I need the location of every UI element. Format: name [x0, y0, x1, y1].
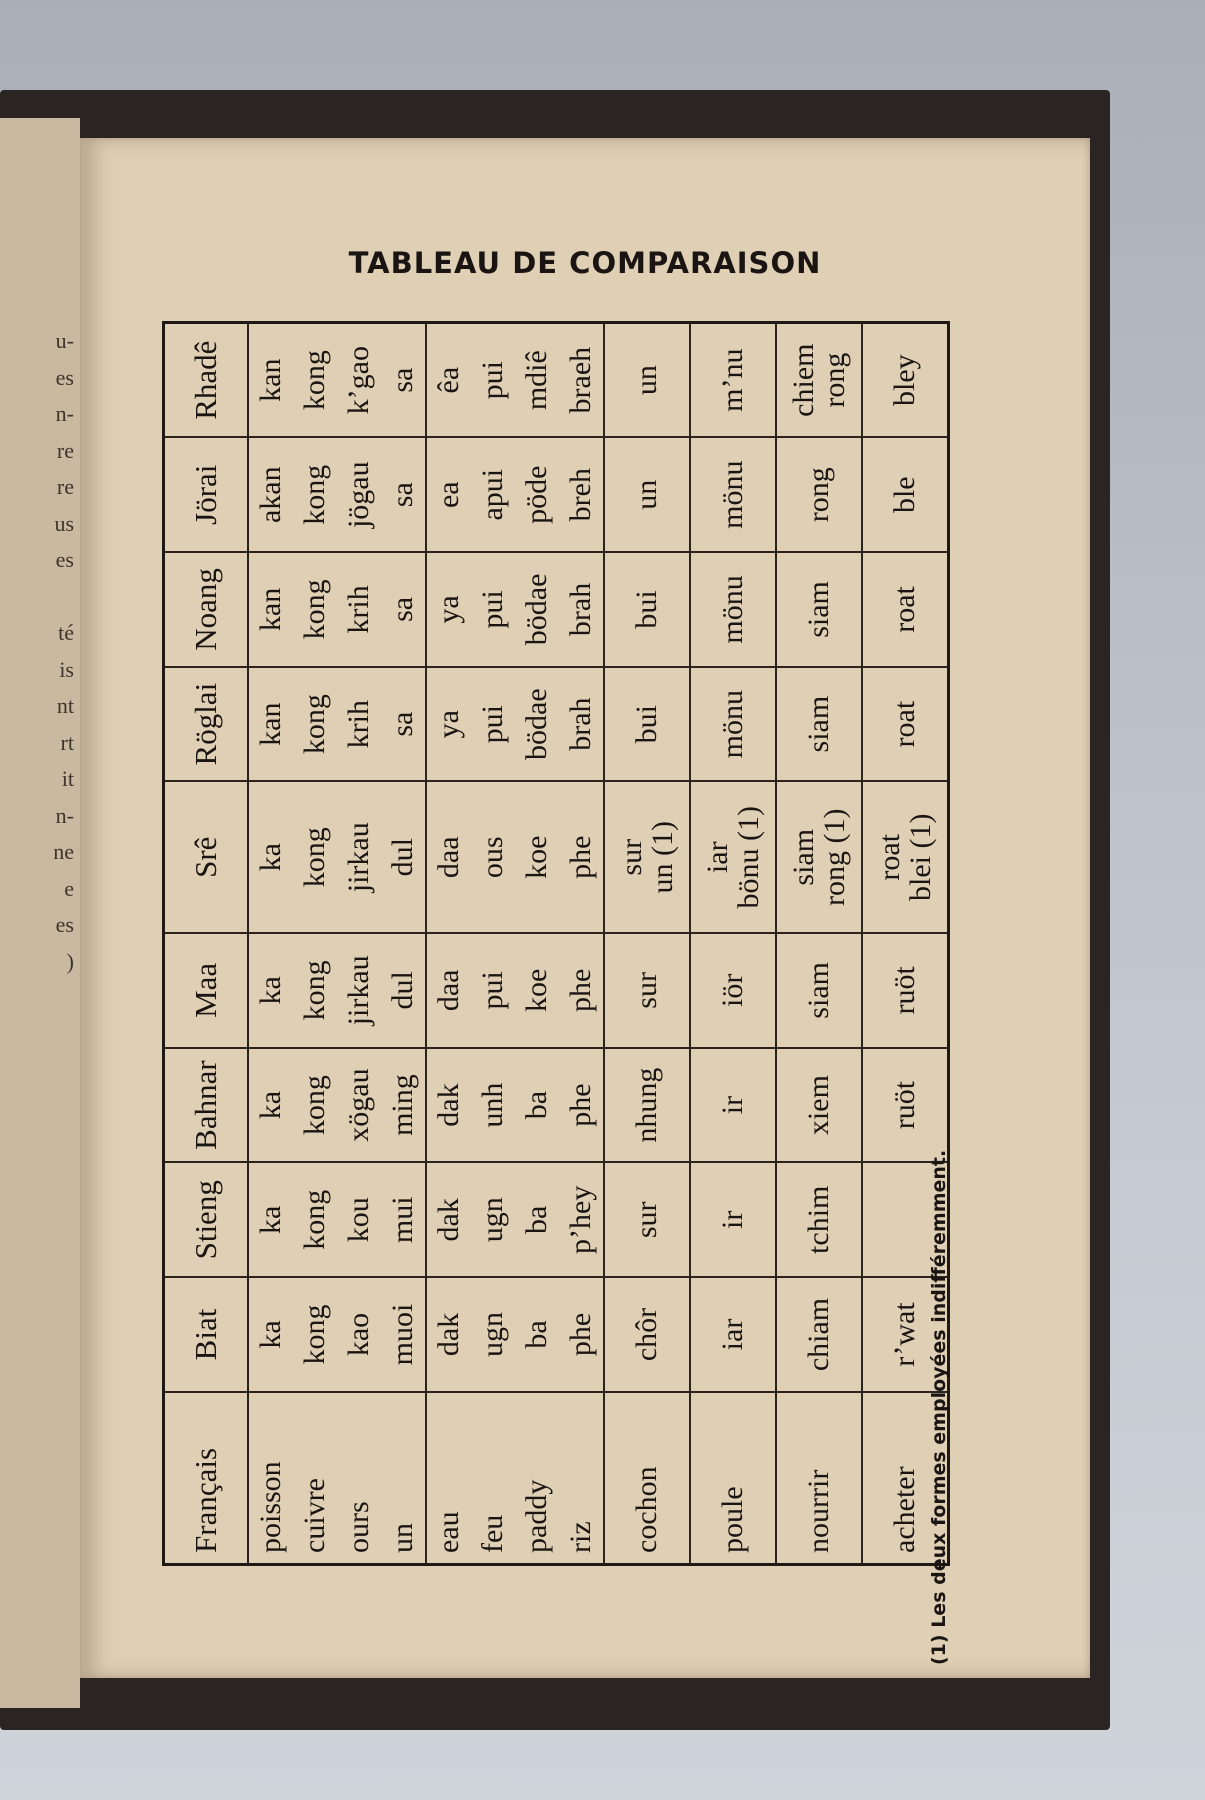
table-cell: êa — [426, 323, 471, 438]
table-cell: kong — [293, 437, 337, 552]
page-title: TABLEAU DE COMPARAISON — [348, 246, 822, 280]
table-cell: ba — [515, 1277, 559, 1392]
table-cell: kong — [293, 323, 337, 438]
left-page-fragment: ) — [66, 948, 74, 974]
table-cell: tchim — [776, 1162, 862, 1277]
table-cell: ir — [690, 1162, 776, 1277]
table-row — [559, 323, 604, 1565]
table-cell: ya — [426, 667, 471, 782]
table-cell: akan — [248, 437, 293, 552]
left-page — [0, 118, 80, 1708]
table-cell: xiem — [776, 1048, 862, 1163]
table-cell: k’gao — [337, 323, 381, 438]
comparison-table — [162, 321, 950, 1566]
table-cell: brah — [559, 667, 604, 782]
table-cell: bödae — [515, 552, 559, 667]
table-row — [690, 323, 776, 1565]
table-cell: mdiê — [515, 323, 559, 438]
left-page-fragment: us — [54, 510, 74, 536]
table-cell: roat blei (1) — [862, 782, 949, 933]
left-page-fragment: es — [55, 364, 74, 390]
table-cell: ea — [426, 437, 471, 552]
table-cell: bödae — [515, 667, 559, 782]
table-cell: muoi — [381, 1277, 426, 1392]
table-cell: sa — [381, 552, 426, 667]
table-cell: ka — [248, 1162, 293, 1277]
table-cell: ka — [248, 1048, 293, 1163]
table-cell: chôr — [604, 1277, 690, 1392]
table-cell: riz — [559, 1392, 604, 1565]
table-cell: krih — [337, 667, 381, 782]
table-cell: ours — [337, 1392, 381, 1565]
left-page-fragment: es — [55, 912, 74, 937]
table-cell: paddy — [515, 1392, 559, 1565]
table-cell: dak — [426, 1048, 471, 1163]
table-cell: unh — [471, 1048, 515, 1163]
table-cell: bley — [862, 323, 949, 438]
table-row — [426, 323, 471, 1565]
left-page-fragment: e — [64, 875, 74, 901]
column-header: Bahnar — [164, 1048, 249, 1163]
table-cell: siam — [776, 667, 862, 782]
table-cell: sur — [604, 933, 690, 1048]
table-cell: mui — [381, 1162, 426, 1277]
table-cell: dul — [381, 933, 426, 1048]
table-cell: eau — [426, 1392, 471, 1565]
table-cell: mönu — [690, 667, 776, 782]
table-cell: kan — [248, 552, 293, 667]
right-page — [80, 138, 1090, 1678]
left-page-fragment: it — [61, 766, 74, 791]
table-cell: rong — [776, 437, 862, 552]
table-cell: ous — [471, 782, 515, 933]
column-header: Srê — [164, 782, 249, 933]
table-cell: sur un (1) — [604, 782, 690, 933]
comparison-table-rotated — [162, 321, 944, 1566]
left-page-fragment: re — [56, 437, 74, 463]
table-cell: siam — [776, 933, 862, 1048]
table-cell: poule — [690, 1392, 776, 1565]
column-header: Maa — [164, 933, 249, 1048]
table-cell: phe — [559, 1048, 604, 1163]
left-page-fragment: té — [58, 620, 74, 645]
table-cell: ugn — [471, 1162, 515, 1277]
left-page-fragment: nt — [56, 693, 74, 718]
column-header: Röglai — [164, 667, 249, 782]
table-cell: ka — [248, 1277, 293, 1392]
table-cell: braeh — [559, 323, 604, 438]
left-page-fragment: ne — [53, 839, 74, 864]
table-cell: kong — [293, 933, 337, 1048]
table-cell: pöde — [515, 437, 559, 552]
table-cell: ya — [426, 552, 471, 667]
table-cell: nourrir — [776, 1392, 862, 1565]
table-cell: nhung — [604, 1048, 690, 1163]
table-cell: r’wat — [862, 1277, 949, 1392]
table-cell: acheter — [862, 1392, 949, 1565]
table-cell: ruöt — [862, 933, 949, 1048]
table-cell: sa — [381, 323, 426, 438]
table-cell: jirkau — [337, 933, 381, 1048]
table-cell: pui — [471, 933, 515, 1048]
table-row — [293, 323, 337, 1565]
left-page-fragment: n- — [55, 802, 74, 828]
table-cell: krih — [337, 552, 381, 667]
table-row — [471, 323, 515, 1565]
table-cell: dul — [381, 782, 426, 933]
table-cell: p’hey — [559, 1162, 604, 1277]
table-cell: daa — [426, 782, 471, 933]
table-cell: roat — [862, 667, 949, 782]
table-row — [337, 323, 381, 1565]
table-cell: siam — [776, 552, 862, 667]
table-cell: iör — [690, 933, 776, 1048]
table-cell: ba — [515, 1162, 559, 1277]
table-cell: pui — [471, 552, 515, 667]
table-cell: bui — [604, 552, 690, 667]
table-header-row — [164, 323, 249, 1565]
table-cell: kong — [293, 1162, 337, 1277]
table-cell: kong — [293, 667, 337, 782]
table-cell: un — [604, 437, 690, 552]
table-row — [515, 323, 559, 1565]
table-row — [381, 323, 426, 1565]
table-row — [604, 323, 690, 1565]
table-cell: pui — [471, 323, 515, 438]
table-row — [776, 323, 862, 1565]
table-cell: iar — [690, 1277, 776, 1392]
table-cell: ming — [381, 1048, 426, 1163]
column-header: Jörai — [164, 437, 249, 552]
table-cell: koe — [515, 933, 559, 1048]
table-cell: roat — [862, 552, 949, 667]
table-cell: kou — [337, 1162, 381, 1277]
table-cell: ugn — [471, 1277, 515, 1392]
left-page-fragment: rt — [60, 729, 74, 755]
table-cell: phe — [559, 1277, 604, 1392]
left-page-fragment: u- — [55, 328, 74, 353]
left-page-fragment: re — [56, 474, 74, 499]
left-page-fragment — [4, 579, 74, 616]
table-cell: mönu — [690, 552, 776, 667]
table-cell: chiem rong — [776, 323, 862, 438]
column-header: Biat — [164, 1277, 249, 1392]
table-cell: ruöt — [862, 1048, 949, 1163]
table-cell: bui — [604, 667, 690, 782]
table-cell: kong — [293, 782, 337, 933]
footnote-text: (1) Les deux formes employées indifféremment. — [928, 1149, 950, 1665]
table-cell: kong — [293, 1277, 337, 1392]
table-cell: ble — [862, 437, 949, 552]
table-cell: ir — [690, 1048, 776, 1163]
column-header: Noang — [164, 552, 249, 667]
table-cell: un — [604, 323, 690, 438]
table-cell: sa — [381, 437, 426, 552]
table-cell: ka — [248, 933, 293, 1048]
left-page-fragment: es — [55, 547, 74, 572]
table-cell: koe — [515, 782, 559, 933]
table-cell: cochon — [604, 1392, 690, 1565]
left-page-text — [4, 323, 74, 980]
table-cell: xögau — [337, 1048, 381, 1163]
column-header: Stieng — [164, 1162, 249, 1277]
table-cell: brah — [559, 552, 604, 667]
table-cell: poisson — [248, 1392, 293, 1565]
left-page-fragment: is — [59, 656, 74, 682]
table-cell: siam rong (1) — [776, 782, 862, 933]
table-cell: jögau — [337, 437, 381, 552]
table-cell: m’nu — [690, 323, 776, 438]
column-header: Français — [164, 1392, 249, 1565]
table-cell: cuivre — [293, 1392, 337, 1565]
table-cell: dak — [426, 1162, 471, 1277]
table-cell: chiam — [776, 1277, 862, 1392]
table-cell: dak — [426, 1277, 471, 1392]
table-cell: jirkau — [337, 782, 381, 933]
table-cell: kan — [248, 667, 293, 782]
column-header: Rhadê — [164, 323, 249, 438]
table-cell: sa — [381, 667, 426, 782]
table-cell: feu — [471, 1392, 515, 1565]
table-cell: ba — [515, 1048, 559, 1163]
table-cell: breh — [559, 437, 604, 552]
table-cell: mönu — [690, 437, 776, 552]
table-cell: kong — [293, 1048, 337, 1163]
table-cell: phe — [559, 933, 604, 1048]
table-cell: phe — [559, 782, 604, 933]
table-cell: kong — [293, 552, 337, 667]
table-row — [248, 323, 293, 1565]
table-cell: iar bönu (1) — [690, 782, 776, 933]
table-cell: daa — [426, 933, 471, 1048]
table-cell: un — [381, 1392, 426, 1565]
table-cell: sur — [604, 1162, 690, 1277]
left-page-fragment: n- — [55, 401, 74, 426]
table-cell: kao — [337, 1277, 381, 1392]
table-cell: apui — [471, 437, 515, 552]
table-cell: kan — [248, 323, 293, 438]
table-cell: ka — [248, 782, 293, 933]
table-cell: pui — [471, 667, 515, 782]
